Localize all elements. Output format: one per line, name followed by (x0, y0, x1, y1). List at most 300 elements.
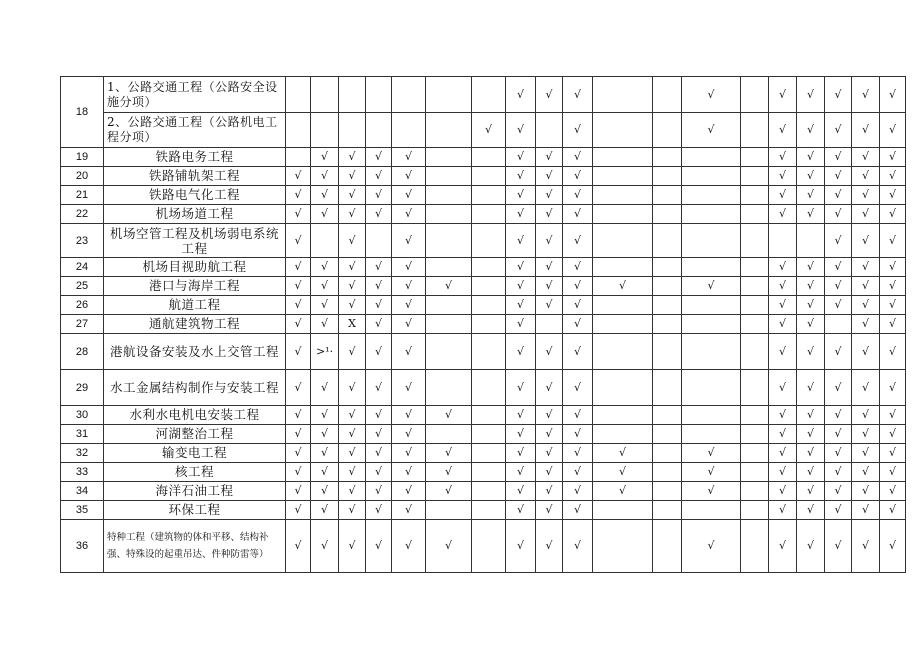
mark-cell: √ (880, 148, 906, 167)
mark-cell (366, 224, 392, 258)
mark-cell: √ (536, 425, 563, 444)
table-row (61, 224, 906, 258)
mark-cell: √ (392, 277, 426, 296)
mark-cell (741, 205, 769, 224)
mark-cell (426, 205, 472, 224)
row-number: 28 (61, 334, 104, 370)
mark-cell: √ (426, 444, 472, 463)
mark-cell: √ (426, 520, 472, 573)
mark-cell: √ (682, 77, 741, 113)
mark-cell: √ (536, 167, 563, 186)
mark-cell: √ (426, 463, 472, 482)
mark-cell: √ (286, 425, 311, 444)
mark-cell: √ (852, 167, 880, 186)
mark-cell: √ (563, 520, 593, 573)
mark-cell: √ (880, 425, 906, 444)
mark-cell: √ (563, 148, 593, 167)
mark-cell: √ (852, 482, 880, 501)
mark-cell: √ (311, 425, 339, 444)
mark-cell (593, 520, 653, 573)
mark-cell: √ (392, 444, 426, 463)
mark-cell: √ (880, 444, 906, 463)
mark-cell: √ (392, 167, 426, 186)
mark-cell (682, 167, 741, 186)
mark-cell: √ (797, 482, 825, 501)
mark-cell: √ (880, 186, 906, 205)
mark-cell: √ (339, 205, 366, 224)
mark-cell: √ (339, 406, 366, 425)
mark-cell (472, 186, 506, 205)
mark-cell: √ (825, 425, 852, 444)
mark-cell: √ (339, 224, 366, 258)
mark-cell: √ (852, 334, 880, 370)
mark-cell: √ (506, 296, 536, 315)
mark-cell (741, 482, 769, 501)
mark-cell: √ (769, 315, 797, 334)
mark-cell: √ (366, 186, 392, 205)
mark-cell: √ (852, 520, 880, 573)
mark-cell: √ (797, 444, 825, 463)
mark-cell: √ (563, 406, 593, 425)
mark-cell: √ (797, 463, 825, 482)
mark-cell (339, 113, 366, 148)
mark-cell: √ (852, 370, 880, 406)
mark-cell: √ (506, 463, 536, 482)
mark-cell: √ (311, 463, 339, 482)
mark-cell: √ (506, 186, 536, 205)
mark-cell: √ (286, 296, 311, 315)
mark-cell: √ (563, 425, 593, 444)
mark-cell: √ (852, 406, 880, 425)
mark-cell: √ (366, 258, 392, 277)
mark-cell (426, 224, 472, 258)
mark-cell: √ (769, 520, 797, 573)
mark-cell (366, 77, 392, 113)
mark-cell: √ (825, 482, 852, 501)
mark-cell: √ (563, 277, 593, 296)
mark-cell: √ (852, 113, 880, 148)
mark-cell: √ (797, 186, 825, 205)
mark-cell: √ (563, 315, 593, 334)
mark-cell: √ (339, 334, 366, 370)
mark-cell: √ (339, 258, 366, 277)
mark-cell: √ (852, 315, 880, 334)
mark-cell: √ (797, 406, 825, 425)
mark-cell: √ (426, 277, 472, 296)
mark-cell: √ (563, 167, 593, 186)
mark-cell: √ (339, 277, 366, 296)
mark-cell (769, 224, 797, 258)
mark-cell: √ (825, 167, 852, 186)
project-name: 铁路电气化工程 (104, 186, 286, 205)
table-row (61, 113, 906, 148)
mark-cell: √ (366, 205, 392, 224)
mark-cell: √ (825, 520, 852, 573)
mark-cell: √ (563, 482, 593, 501)
mark-cell (593, 370, 653, 406)
mark-cell: √ (311, 482, 339, 501)
mark-cell (653, 406, 682, 425)
row-number: 29 (61, 370, 104, 406)
mark-cell (536, 113, 563, 148)
table-row (61, 186, 906, 205)
mark-cell: √ (506, 167, 536, 186)
mark-cell (741, 148, 769, 167)
mark-cell: √ (366, 482, 392, 501)
mark-cell: √ (563, 258, 593, 277)
table-row (61, 167, 906, 186)
mark-cell: √ (825, 148, 852, 167)
row-number: 18 (61, 77, 104, 148)
row-number: 21 (61, 186, 104, 205)
mark-cell: √ (880, 205, 906, 224)
project-name: 铁路铺轨架工程 (104, 167, 286, 186)
mark-cell: √ (563, 370, 593, 406)
mark-cell (426, 296, 472, 315)
qualification-table (60, 76, 906, 573)
mark-cell: √ (852, 77, 880, 113)
mark-cell (472, 277, 506, 296)
mark-cell: √ (880, 463, 906, 482)
mark-cell: √ (769, 113, 797, 148)
mark-cell: √ (536, 463, 563, 482)
table-row (61, 501, 906, 520)
mark-cell (593, 113, 653, 148)
table-row (61, 296, 906, 315)
row-number: 24 (61, 258, 104, 277)
mark-cell: √ (506, 148, 536, 167)
mark-cell (682, 501, 741, 520)
mark-cell: √ (825, 258, 852, 277)
mark-cell: √ (536, 148, 563, 167)
mark-cell: √ (536, 520, 563, 573)
mark-cell: √ (506, 425, 536, 444)
mark-cell: √ (769, 406, 797, 425)
mark-cell (593, 334, 653, 370)
mark-cell (472, 296, 506, 315)
mark-cell: √ (825, 224, 852, 258)
mark-cell: √ (392, 186, 426, 205)
mark-cell: √ (339, 463, 366, 482)
table-row (61, 406, 906, 425)
project-name: 机场场道工程 (104, 205, 286, 224)
mark-cell: √ (506, 406, 536, 425)
mark-cell: √ (339, 186, 366, 205)
mark-cell: √ (536, 77, 563, 113)
mark-cell: √ (797, 501, 825, 520)
mark-cell (741, 406, 769, 425)
mark-cell (536, 315, 563, 334)
mark-cell: √ (852, 296, 880, 315)
mark-cell: √ (536, 406, 563, 425)
mark-cell: √ (392, 258, 426, 277)
mark-cell: √ (797, 370, 825, 406)
mark-cell: √ (797, 148, 825, 167)
mark-cell (653, 296, 682, 315)
mark-cell: √ (392, 406, 426, 425)
mark-cell: √ (339, 148, 366, 167)
mark-cell (682, 205, 741, 224)
mark-cell: √ (880, 334, 906, 370)
mark-cell (653, 77, 682, 113)
mark-cell: √ (880, 167, 906, 186)
row-number: 20 (61, 167, 104, 186)
mark-cell (472, 370, 506, 406)
mark-cell: √ (825, 406, 852, 425)
mark-cell (392, 113, 426, 148)
mark-cell (682, 224, 741, 258)
mark-cell: √ (392, 370, 426, 406)
mark-cell (593, 186, 653, 205)
table-row (61, 520, 906, 573)
mark-cell (741, 501, 769, 520)
mark-cell: √ (682, 520, 741, 573)
mark-cell: √ (797, 334, 825, 370)
mark-cell: √ (880, 258, 906, 277)
mark-cell (593, 77, 653, 113)
mark-cell: √ (536, 277, 563, 296)
mark-cell (682, 296, 741, 315)
mark-cell: √ (366, 444, 392, 463)
mark-cell: √ (769, 425, 797, 444)
row-number: 36 (61, 520, 104, 573)
mark-cell (653, 148, 682, 167)
mark-cell: √ (366, 148, 392, 167)
mark-cell: √ (536, 334, 563, 370)
mark-cell: √ (769, 167, 797, 186)
mark-cell: √ (311, 520, 339, 573)
mark-cell (653, 113, 682, 148)
mark-cell (472, 482, 506, 501)
project-name: 机场目视助航工程 (104, 258, 286, 277)
project-name: 水利水电机电安装工程 (104, 406, 286, 425)
mark-cell (472, 315, 506, 334)
mark-cell: √ (880, 501, 906, 520)
mark-cell: √ (366, 425, 392, 444)
mark-cell: √ (825, 334, 852, 370)
mark-cell (472, 167, 506, 186)
mark-cell: √ (593, 277, 653, 296)
mark-cell: √ (682, 277, 741, 296)
mark-cell (653, 444, 682, 463)
mark-cell (472, 258, 506, 277)
mark-cell: √ (682, 463, 741, 482)
mark-cell: √ (366, 520, 392, 573)
mark-cell: √ (536, 224, 563, 258)
table-row (61, 482, 906, 501)
row-number: 25 (61, 277, 104, 296)
mark-cell: √ (536, 444, 563, 463)
project-name: 河湖整治工程 (104, 425, 286, 444)
table-row (61, 205, 906, 224)
mark-cell: √ (852, 444, 880, 463)
mark-cell (593, 167, 653, 186)
mark-cell: >¹· (311, 334, 339, 370)
project-name: 1、公路交通工程（公路安全设施分项） (104, 77, 286, 113)
mark-cell (286, 77, 311, 113)
mark-cell (593, 148, 653, 167)
mark-cell: √ (769, 277, 797, 296)
project-name: 2、公路交通工程（公路机电工程分项） (104, 113, 286, 148)
mark-cell: √ (339, 482, 366, 501)
project-name: 港口与海岸工程 (104, 277, 286, 296)
mark-cell (593, 501, 653, 520)
mark-cell (472, 334, 506, 370)
mark-cell (426, 370, 472, 406)
mark-cell (653, 334, 682, 370)
mark-cell: √ (852, 224, 880, 258)
mark-cell: √ (339, 520, 366, 573)
mark-cell: √ (366, 501, 392, 520)
mark-cell (472, 77, 506, 113)
mark-cell: √ (563, 77, 593, 113)
mark-cell (682, 406, 741, 425)
mark-cell: √ (563, 224, 593, 258)
mark-cell (797, 224, 825, 258)
mark-cell (311, 77, 339, 113)
mark-cell: √ (769, 501, 797, 520)
mark-cell: √ (311, 444, 339, 463)
mark-cell: √ (366, 296, 392, 315)
mark-cell: √ (392, 148, 426, 167)
mark-cell (472, 520, 506, 573)
mark-cell: √ (563, 205, 593, 224)
mark-cell: √ (286, 258, 311, 277)
mark-cell (472, 444, 506, 463)
mark-cell: √ (563, 463, 593, 482)
mark-cell: √ (769, 444, 797, 463)
row-number: 19 (61, 148, 104, 167)
project-name: 通航建筑物工程 (104, 315, 286, 334)
mark-cell (741, 77, 769, 113)
mark-cell (426, 258, 472, 277)
mark-cell: √ (506, 77, 536, 113)
mark-cell: √ (366, 334, 392, 370)
mark-cell: √ (536, 186, 563, 205)
project-name: 海洋石油工程 (104, 482, 286, 501)
mark-cell: √ (852, 258, 880, 277)
mark-cell: √ (682, 482, 741, 501)
project-name: 铁路电务工程 (104, 148, 286, 167)
mark-cell: √ (506, 315, 536, 334)
mark-cell: √ (880, 520, 906, 573)
project-name: 水工金属结构制作与安装工程 (104, 370, 286, 406)
mark-cell: √ (311, 205, 339, 224)
mark-cell: √ (825, 501, 852, 520)
mark-cell: √ (392, 334, 426, 370)
mark-cell: √ (426, 406, 472, 425)
mark-cell: √ (825, 296, 852, 315)
mark-cell: √ (825, 186, 852, 205)
mark-cell: √ (880, 77, 906, 113)
mark-cell: √ (536, 370, 563, 406)
mark-cell: √ (852, 463, 880, 482)
mark-cell: √ (472, 113, 506, 148)
mark-cell (653, 224, 682, 258)
mark-cell (392, 77, 426, 113)
mark-cell: √ (825, 444, 852, 463)
mark-cell: √ (797, 520, 825, 573)
mark-cell: √ (339, 296, 366, 315)
mark-cell: √ (682, 444, 741, 463)
mark-cell: √ (797, 296, 825, 315)
mark-cell: √ (769, 463, 797, 482)
mark-cell (682, 334, 741, 370)
mark-cell (741, 315, 769, 334)
mark-cell (653, 463, 682, 482)
mark-cell (426, 167, 472, 186)
mark-cell: √ (392, 205, 426, 224)
mark-cell (426, 77, 472, 113)
mark-cell: √ (366, 277, 392, 296)
table-row (61, 444, 906, 463)
mark-cell: √ (339, 444, 366, 463)
mark-cell: √ (536, 501, 563, 520)
mark-cell: √ (339, 370, 366, 406)
mark-cell: √ (392, 463, 426, 482)
mark-cell: √ (286, 277, 311, 296)
mark-cell: √ (536, 482, 563, 501)
mark-cell: √ (392, 224, 426, 258)
mark-cell (339, 77, 366, 113)
mark-cell: √ (311, 277, 339, 296)
mark-cell: √ (311, 501, 339, 520)
project-name: 核工程 (104, 463, 286, 482)
mark-cell: √ (286, 224, 311, 258)
mark-cell (593, 296, 653, 315)
mark-cell (741, 334, 769, 370)
mark-cell (286, 148, 311, 167)
mark-cell: √ (311, 296, 339, 315)
mark-cell: √ (366, 370, 392, 406)
mark-cell: √ (563, 113, 593, 148)
row-number: 35 (61, 501, 104, 520)
mark-cell: √ (286, 315, 311, 334)
row-number: 30 (61, 406, 104, 425)
mark-cell: √ (563, 296, 593, 315)
mark-cell (653, 501, 682, 520)
mark-cell: √ (797, 167, 825, 186)
mark-cell: √ (506, 258, 536, 277)
mark-cell (741, 258, 769, 277)
mark-cell: √ (392, 315, 426, 334)
mark-cell: √ (286, 167, 311, 186)
table-row (61, 148, 906, 167)
mark-cell (682, 186, 741, 205)
mark-cell: √ (311, 370, 339, 406)
mark-cell (311, 113, 339, 148)
row-number: 26 (61, 296, 104, 315)
mark-cell: √ (392, 482, 426, 501)
mark-cell (741, 113, 769, 148)
mark-cell: √ (563, 501, 593, 520)
mark-cell: √ (506, 501, 536, 520)
mark-cell: √ (769, 205, 797, 224)
mark-cell: √ (797, 113, 825, 148)
mark-cell: √ (563, 334, 593, 370)
mark-cell: √ (852, 186, 880, 205)
mark-cell: √ (286, 482, 311, 501)
mark-cell: √ (593, 444, 653, 463)
mark-cell (426, 425, 472, 444)
mark-cell (653, 258, 682, 277)
mark-cell: √ (286, 205, 311, 224)
mark-cell: √ (536, 296, 563, 315)
mark-cell (653, 482, 682, 501)
table-row (61, 425, 906, 444)
project-name: 输变电工程 (104, 444, 286, 463)
mark-cell: √ (769, 482, 797, 501)
